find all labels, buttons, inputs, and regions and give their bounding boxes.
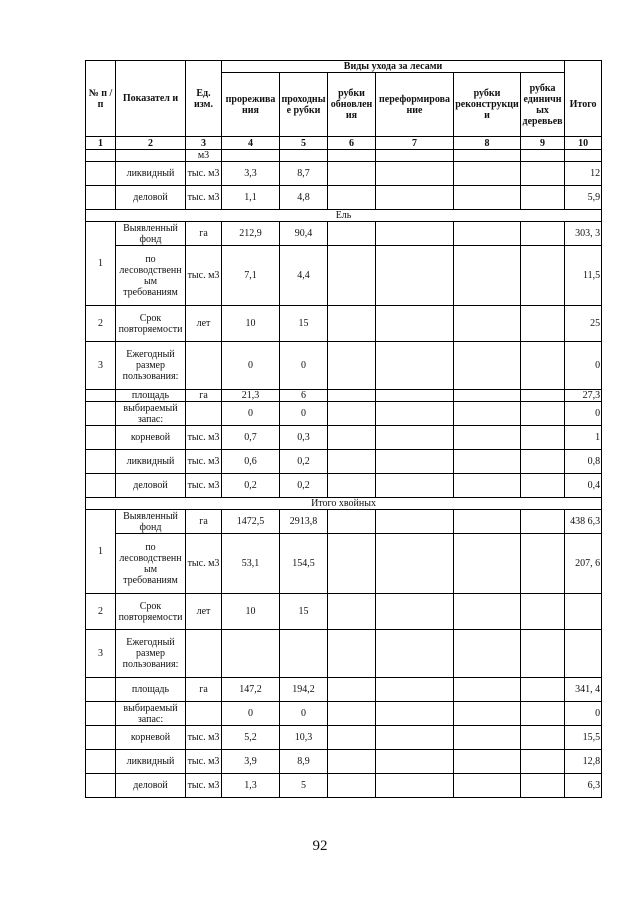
column-numbers-row [86,137,602,150]
row-label: Ежегодный размер пользования: [116,342,186,390]
unit-cell: га [186,390,222,402]
unit-cell: тыс. м3 [186,474,222,498]
row-label: ликвидный [116,162,186,186]
section-title: Итого хвойных [86,498,602,510]
value-cell: 53,1 [222,534,280,594]
value-cell: 0,2 [222,474,280,498]
value-cell: 212,9 [222,222,280,246]
row-label: Срок повторяемости [116,306,186,342]
unit-cell: га [186,222,222,246]
value-cell: 147,2 [222,678,280,702]
row-number: 2 [86,306,116,342]
value-cell [280,630,328,678]
value-cell: 4,4 [280,246,328,306]
row-label: ликвидный [116,450,186,474]
header-passage: проходные рубки [280,73,328,137]
col-number: 2 [116,137,186,150]
col-number: 1 [86,137,116,150]
table-row [86,594,602,630]
header-num: № п /п [86,61,116,137]
total-cell: 438 6,3 [565,510,602,534]
value-cell: 2913,8 [280,510,328,534]
row-label: корневой [116,426,186,450]
table-row [86,510,602,534]
unit-cell: тыс. м3 [186,750,222,774]
table-row [86,342,602,390]
row-label: по лесоводственным требованиям [116,246,186,306]
header-indicator: Показател и [116,61,186,137]
header-unit: Ед. изм. [186,61,222,137]
row-label: Ежегодный размер пользования: [116,630,186,678]
table-row [86,702,602,726]
unit-cell: тыс. м3 [186,162,222,186]
table-row [86,678,602,702]
row-number: 3 [86,342,116,390]
row-number: 1 [86,510,116,594]
value-cell: 1472,5 [222,510,280,534]
value-cell: 0,3 [280,426,328,450]
total-cell: 341, 4 [565,678,602,702]
header-total-top [565,61,602,73]
total-cell: 25 [565,306,602,342]
value-cell: 0,6 [222,450,280,474]
row-number: 1 [86,222,116,306]
total-cell: 0 [565,702,602,726]
value-cell: 10 [222,306,280,342]
row-number: 3 [86,630,116,678]
col-number: 5 [280,137,328,150]
total-cell: 207, 6 [565,534,602,594]
value-cell: 0 [280,702,328,726]
col-number: 7 [376,137,454,150]
total-cell: 12,8 [565,750,602,774]
row-label: деловой [116,186,186,210]
row-label: по лесоводственным требованиям [116,534,186,594]
header-renewal: рубки обновления [328,73,376,137]
total-cell: 27,3 [565,390,602,402]
value-cell: 15 [280,594,328,630]
value-cell: 4,8 [280,186,328,210]
value-cell: 8,9 [280,750,328,774]
unit-cell: лет [186,594,222,630]
unit-cell: м3 [186,150,222,162]
row-label: Выявленный фонд [116,510,186,534]
col-number: 6 [328,137,376,150]
table-row [86,630,602,678]
table-row [86,534,602,594]
total-cell: 6,3 [565,774,602,798]
unit-cell: га [186,510,222,534]
total-cell: 5,9 [565,186,602,210]
value-cell: 194,2 [280,678,328,702]
unit-cell: лет [186,306,222,342]
row-label: ликвидный [116,750,186,774]
header-thinning: прореживания [222,73,280,137]
table-row [86,186,602,210]
value-cell: 7,1 [222,246,280,306]
unit-cell: тыс. м3 [186,726,222,750]
table-row [86,450,602,474]
unit-cell: тыс. м3 [186,246,222,306]
value-cell: 3,3 [222,162,280,186]
value-cell: 5 [280,774,328,798]
table-row [86,150,602,162]
row-label: площадь [116,390,186,402]
total-cell: 12 [565,162,602,186]
value-cell: 0 [222,402,280,426]
unit-cell: га [186,678,222,702]
col-number: 8 [454,137,521,150]
row-label: выбираемый запас: [116,702,186,726]
value-cell: 15 [280,306,328,342]
value-cell: 0 [280,342,328,390]
total-cell: 15,5 [565,726,602,750]
value-cell: 0,7 [222,426,280,450]
row-label: деловой [116,474,186,498]
table-row [86,246,602,306]
value-cell: 3,9 [222,750,280,774]
value-cell: 0,2 [280,474,328,498]
unit-cell: тыс. м3 [186,534,222,594]
section-row-conifers [86,498,602,510]
total-cell: 11,5 [565,246,602,306]
row-label: деловой [116,774,186,798]
row-number: 2 [86,594,116,630]
unit-cell: тыс. м3 [186,426,222,450]
section-row-spruce [86,210,602,222]
table-row [86,306,602,342]
value-cell [222,630,280,678]
unit-cell: тыс. м3 [186,186,222,210]
total-cell: 303, 3 [565,222,602,246]
value-cell: 90,4 [280,222,328,246]
table-row [86,474,602,498]
value-cell: 10 [222,594,280,630]
col-number: 3 [186,137,222,150]
row-label: Выявленный фонд [116,222,186,246]
row-label: площадь [116,678,186,702]
value-cell: 1,1 [222,186,280,210]
value-cell: 5,2 [222,726,280,750]
col-number: 4 [222,137,280,150]
row-label: выбираемый запас: [116,402,186,426]
table-row [86,774,602,798]
value-cell: 0,2 [280,450,328,474]
total-cell [565,594,602,630]
forest-care-table [85,60,602,798]
total-cell [565,630,602,678]
header-group-title: Виды ухода за лесами [222,61,565,73]
table-row [86,390,602,402]
table-row [86,426,602,450]
value-cell: 0 [222,702,280,726]
total-cell: 0,4 [565,474,602,498]
value-cell: 0 [280,402,328,426]
value-cell: 0 [222,342,280,390]
table-row [86,162,602,186]
value-cell: 1,3 [222,774,280,798]
header-reformation: переформирование [376,73,454,137]
row-label: Срок повторяемости [116,594,186,630]
header-total: Итого [565,73,602,137]
total-cell: 1 [565,426,602,450]
value-cell: 154,5 [280,534,328,594]
value-cell: 6 [280,390,328,402]
section-title: Ель [86,210,602,222]
header-reconstruction: рубки реконструкции [454,73,521,137]
total-cell: 0 [565,402,602,426]
unit-cell: тыс. м3 [186,450,222,474]
total-cell: 0,8 [565,450,602,474]
table-row [86,750,602,774]
value-cell: 21,3 [222,390,280,402]
row-label: корневой [116,726,186,750]
table-row [86,402,602,426]
col-number: 9 [521,137,565,150]
total-cell: 0 [565,342,602,390]
table-row [86,222,602,246]
table-row [86,726,602,750]
col-number: 10 [565,137,602,150]
page-number: 92 [312,838,328,854]
value-cell: 8,7 [280,162,328,186]
unit-cell: тыс. м3 [186,774,222,798]
header-single-trees: рубка единичных деревьев [521,73,565,137]
value-cell: 10,3 [280,726,328,750]
